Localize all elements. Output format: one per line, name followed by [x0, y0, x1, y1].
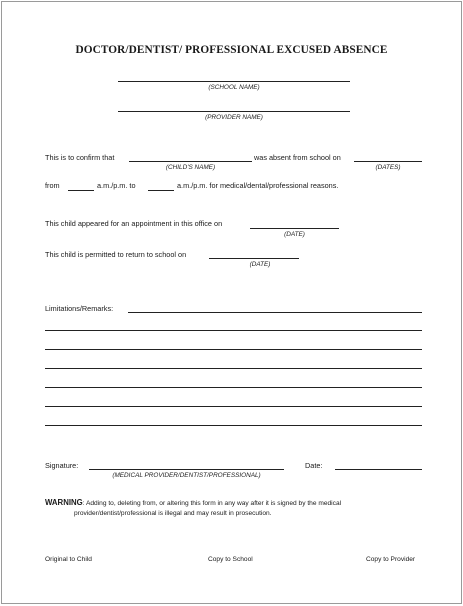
excused-absence-form: [1, 1, 462, 604]
warning-line-2: provider/dentist/professional is illegal and may result in prosecution.: [74, 510, 272, 517]
remarks-line-1[interactable]: [128, 312, 422, 313]
school-name-caption: (SCHOOL NAME): [208, 84, 260, 91]
warning-label: WARNING: [45, 498, 83, 507]
remarks-line-2[interactable]: [45, 330, 422, 331]
am-pm-reasons-label: a.m./p.m. for medical/dental/professional reasons.: [177, 181, 339, 190]
form-title: DOCTOR/DENTIST/ PROFESSIONAL EXCUSED ABSENCE: [75, 44, 388, 56]
copy-to-school: Copy to School: [208, 556, 253, 563]
date-label: Date:: [305, 461, 323, 470]
dates-field[interactable]: [354, 161, 422, 162]
appointment-date-caption: (DATE): [284, 231, 305, 238]
to-time-field[interactable]: [148, 190, 174, 191]
remarks-line-7[interactable]: [45, 425, 422, 426]
remarks-line-3[interactable]: [45, 349, 422, 350]
provider-name-caption: (PROVIDER NAME): [205, 114, 263, 121]
remarks-line-4[interactable]: [45, 368, 422, 369]
return-date-caption: (DATE): [249, 261, 271, 268]
copy-to-provider: Copy to Provider: [366, 556, 416, 563]
am-pm-to-label: a.m./p.m. to: [97, 181, 136, 190]
signature-date-field[interactable]: [335, 469, 422, 470]
appointment-date-field[interactable]: [250, 228, 339, 229]
childs-name-field[interactable]: [129, 161, 252, 162]
signature-field[interactable]: [89, 469, 284, 470]
remarks-line-6[interactable]: [45, 406, 422, 407]
signature-label: Signature:: [45, 461, 79, 470]
provider-name-field[interactable]: [118, 111, 350, 112]
return-text: This child is permitted to return to school on: [45, 250, 187, 259]
appointment-text: This child appeared for an appointment in this office on: [45, 219, 223, 228]
warning-line-1: [45, 498, 341, 507]
return-date-field[interactable]: [209, 258, 299, 259]
warning-text-1: : Adding to, deleting from, or altering this form in any way after it is signed by the medical: [82, 500, 342, 507]
from-time-field[interactable]: [68, 190, 94, 191]
confirm-prefix: This is to confirm that: [45, 153, 115, 162]
absent-text: was absent from school on: [254, 153, 341, 162]
remarks-label: Limitations/Remarks:: [45, 304, 114, 313]
signature-caption: (MEDICAL PROVIDER/DENTIST/PROFESSIONAL): [112, 472, 261, 479]
dates-caption: (DATES): [375, 164, 401, 171]
from-label: from: [45, 181, 60, 190]
school-name-field[interactable]: [118, 81, 350, 82]
remarks-line-5[interactable]: [45, 387, 422, 388]
copy-original-to-child: Original to Child: [45, 556, 92, 563]
childs-name-caption: (CHILD'S NAME): [165, 164, 216, 171]
